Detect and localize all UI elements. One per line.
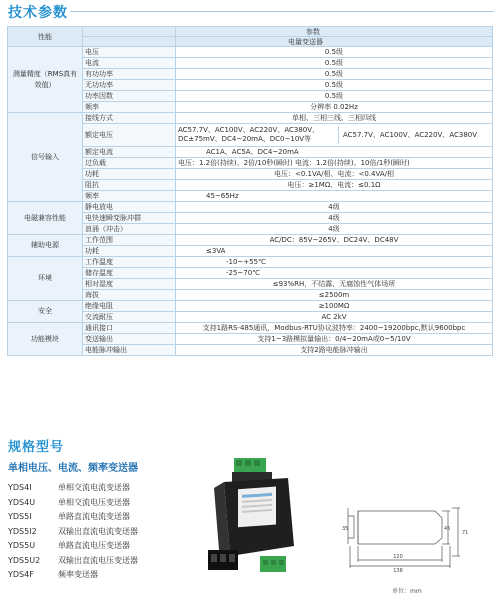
model-desc: 单相交流电流变送器 xyxy=(58,483,130,492)
group-accuracy: 测量精度（RMS真有效值） xyxy=(8,47,83,113)
row-label: 频率 xyxy=(83,191,176,202)
row-value: 0.5级 xyxy=(176,47,493,58)
row-label: 电能脉冲输出 xyxy=(83,345,176,356)
list-item xyxy=(8,554,138,569)
dim-height-label: 71 xyxy=(462,530,469,536)
model-code: YDS5U2 xyxy=(8,555,41,565)
section-title-models: 规格型号 xyxy=(8,440,65,455)
dimension-drawing xyxy=(340,486,494,586)
model-code: YDS5U xyxy=(8,541,36,550)
dim-rail-label: 35 xyxy=(342,526,349,532)
row-value: AC1A、AC5A、DC4~20mA xyxy=(176,147,493,158)
row-label: 功耗 xyxy=(83,169,176,180)
row-label: 储存温度 xyxy=(83,268,176,279)
row-value-b: AC57.7V、AC100V、AC220V、AC380V xyxy=(343,130,478,139)
row-label: 交流耐压 xyxy=(83,312,176,323)
unit-note: 单位：mm xyxy=(392,588,422,595)
row-value: 0.5级 xyxy=(176,91,493,102)
list-item xyxy=(8,525,138,540)
row-value: 电压：1.2倍(持续)、2倍/10秒(瞬时) 电流：1.2倍(持续)、10倍/1秒(瞬时) xyxy=(176,158,493,169)
row-label: 变送输出 xyxy=(83,334,176,345)
row-value: ≥100MΩ xyxy=(176,301,493,312)
row-label: 绝缘电阻 xyxy=(83,301,176,312)
model-code: YDS4F xyxy=(8,570,34,579)
model-desc: 频率变送器 xyxy=(58,570,98,579)
group-signal-input: 信号输入 xyxy=(8,113,83,202)
row-label: 通讯接口 xyxy=(83,323,176,334)
model-desc: 单路直流电流变送器 xyxy=(58,512,130,521)
model-desc: 双输出直流电压变送器 xyxy=(58,555,138,565)
row-label: 功耗 xyxy=(83,246,176,257)
models-subtitle: 单相电压、电流、频率变送器 xyxy=(8,463,138,474)
row-value: 分辨率 0.02Hz xyxy=(176,102,493,113)
row-value: ≤3VA xyxy=(176,246,493,257)
row-label: 浪涌（冲击） xyxy=(83,224,176,235)
row-value: 支持1路RS-485通讯，Modbus-RTU协议波特率：2400~19200bpc,默认9600bpc xyxy=(176,323,493,334)
terminal-block-top xyxy=(232,458,272,482)
row-label: 静电放电 xyxy=(83,202,176,213)
row-value: 支持1~3路模拟量输出：0/4~20mA或0~5/10V xyxy=(176,334,493,345)
group-safety: 安全 xyxy=(8,301,83,323)
model-desc: 双输出直流电流变送器 xyxy=(58,526,138,536)
row-value: AC/DC：85V~265V、DC24V、DC48V xyxy=(176,235,493,246)
group-aux-power: 辅助电源 xyxy=(8,235,83,257)
row-label: 工作温度 xyxy=(83,257,176,268)
row-label: 额定电流 xyxy=(83,147,176,158)
title-divider xyxy=(70,11,494,12)
row-value: 4级 xyxy=(176,213,493,224)
row-value: 电压：<0.1VA/相、电流：<0.4VA/相 xyxy=(176,169,493,180)
row-value: -25~70℃ xyxy=(176,268,493,279)
row-label: 频率 xyxy=(83,102,176,113)
row-value: 支持2路电能脉冲输出 xyxy=(176,345,493,356)
group-emc: 电磁兼容性能 xyxy=(8,202,83,235)
row-label: 过负载 xyxy=(83,158,176,169)
model-desc: 单路直流电压变送器 xyxy=(58,541,130,550)
row-label: 相对湿度 xyxy=(83,279,176,290)
group-environment: 环境 xyxy=(8,257,83,301)
product-image xyxy=(198,452,306,580)
row-value: 0.5级 xyxy=(176,69,493,80)
model-code: YDS4I xyxy=(8,483,32,492)
row-label: 功率因数 xyxy=(83,91,176,102)
row-value: -10~+55℃ xyxy=(176,257,493,268)
row-value: 45~65Hz xyxy=(176,191,493,202)
list-item xyxy=(8,539,138,554)
list-item xyxy=(8,496,138,511)
row-value: 0.5级 xyxy=(176,58,493,69)
group-function-modules: 功能模块 xyxy=(8,323,83,356)
spec-table xyxy=(7,26,493,356)
model-list xyxy=(8,481,138,583)
row-value: 4级 xyxy=(176,202,493,213)
list-item xyxy=(8,568,138,583)
row-label: 阻抗 xyxy=(83,180,176,191)
row-value: ≤2500m xyxy=(176,290,493,301)
row-value-a: AC57.7V、AC100V、AC220V、AC380V、DC±75mV、DC4~20mA、DC0~10V等 xyxy=(176,126,339,144)
row-label: 电压 xyxy=(83,47,176,58)
header-transmitter: 电量变送器 xyxy=(176,37,493,47)
row-value: 4级 xyxy=(176,224,493,235)
section-title-specs: 技术参数 xyxy=(8,5,68,21)
row-label: 有功功率 xyxy=(83,69,176,80)
model-code: YDS4U xyxy=(8,497,36,507)
row-value: 单相、三相三线、三相四线 xyxy=(176,113,493,124)
row-label: 电快速瞬变脉冲群 xyxy=(83,213,176,224)
header-performance: 性能 xyxy=(8,27,83,47)
row-value: AC 2kV xyxy=(176,312,493,323)
row-value: 电压：≥1MΩ、电流：≤0.1Ω xyxy=(176,180,493,191)
row-label: 海拔 xyxy=(83,290,176,301)
model-code: YDS5I xyxy=(8,512,32,521)
dim-width-label: 120 xyxy=(393,554,403,560)
model-desc: 单相交流电压变送器 xyxy=(58,497,130,507)
row-label: 电流 xyxy=(83,58,176,69)
row-value: ≤93%RH，不结露、无腐蚀性气体场所 xyxy=(176,279,493,290)
dim-body-label: 45 xyxy=(444,526,451,532)
row-label: 工作范围 xyxy=(83,235,176,246)
dim-total-label: 138 xyxy=(393,568,403,574)
row-label: 额定电压 xyxy=(83,124,176,147)
model-code: YDS5I2 xyxy=(8,526,37,536)
device-body xyxy=(214,478,294,562)
row-label: 无功功率 xyxy=(83,80,176,91)
row-label: 接线方式 xyxy=(83,113,176,124)
header-params: 参数 xyxy=(176,27,493,37)
list-item xyxy=(8,510,138,525)
row-value: 0.5级 xyxy=(176,80,493,91)
list-item xyxy=(8,481,138,496)
